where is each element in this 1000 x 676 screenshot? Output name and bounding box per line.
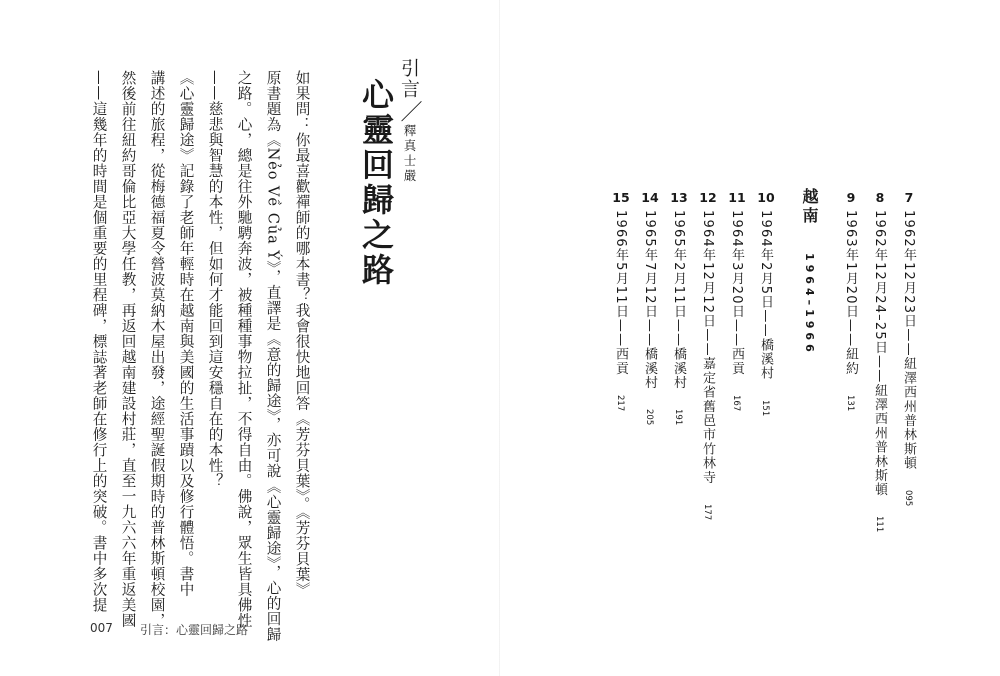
page-number: 007 [90, 621, 113, 635]
toc-entry-text: 1964年12月12日——嘉定省舊邑市竹林寺 [700, 210, 715, 485]
toc-page-number: 151 [760, 399, 770, 417]
toc-entry-number: 13 [670, 190, 688, 205]
toc-entry [844, 210, 857, 411]
toc-entry [873, 210, 886, 533]
body-paragraph-column: 《心靈歸途》記錄了老師年輕時在越南與美國的生活事蹟以及修行體悟。書中 [177, 70, 195, 597]
toc-entry-text: 1966年5月11日——西貢 [613, 210, 628, 376]
toc-entry-text: 1962年12月23日——紐澤西州普林斯頓 [901, 210, 916, 471]
toc-entry-number: 15 [612, 190, 630, 205]
toc-entry-number: 12 [699, 190, 717, 205]
running-title: 引言：心靈回歸之路 [140, 623, 249, 637]
chapter-label [398, 58, 420, 184]
section-years: 1964–1966 [803, 252, 816, 356]
toc-section-heading [801, 188, 817, 355]
toc-entry-number: 11 [728, 190, 746, 205]
toc-entry [759, 210, 772, 416]
toc-entry [672, 210, 685, 425]
toc-entry-number: 10 [757, 190, 775, 205]
toc-page-number: 131 [845, 395, 855, 412]
toc-entry-number: 7 [904, 190, 914, 205]
toc-page-number: 177 [702, 503, 712, 521]
toc-entry-number: 9 [846, 190, 856, 205]
toc-entry [902, 210, 915, 506]
chapter-label-text: 引言 [398, 58, 420, 100]
body-paragraph-column: ——慈悲與智慧的本性，但如何才能回到這安穩自在的本性？ [206, 70, 224, 489]
body-paragraph-column: 如果問：你最喜歡禪師的哪本書？我會很快地回答《芳芬貝葉》。《芳芬貝葉》 [293, 70, 311, 598]
toc-entry-number: 8 [875, 190, 885, 205]
section-title: 越南 [800, 188, 819, 226]
toc-entry-text: 1965年2月11日——橋溪村 [671, 210, 686, 390]
body-paragraph-column: ——這幾年的時間是個重要的里程碑，標誌著老師在修行上的突破。書中多次提 [90, 70, 108, 613]
toc-entry-text: 1963年1月20日——紐約 [843, 210, 858, 376]
toc-entry-number: 14 [641, 190, 659, 205]
toc-entry-text: 1962年12月24–25日——紐澤西州普林斯頓 [872, 210, 887, 498]
toc-entry-text: 1964年3月20日——西貢 [729, 210, 744, 376]
slash-divider: ／ [397, 100, 422, 124]
toc-page-number: 217 [615, 395, 625, 412]
toc-entry [730, 210, 743, 411]
toc-entry [614, 210, 627, 411]
toc-page-number: 205 [644, 409, 654, 426]
toc-entry [643, 210, 656, 425]
right-page [500, 0, 1000, 676]
body-paragraph-column: 之路。心，總是往外馳騁奔波，被種種事物拉扯，不得自由。佛說，眾生皆具佛性 [235, 70, 253, 628]
body-paragraph-column: 然後前往紐約哥倫比亞大學任教，再返回越南建設村莊，直至一九六六年重返美國 [119, 70, 137, 628]
toc-page-number: 167 [731, 395, 741, 412]
chapter-author: 釋真士嚴 [402, 124, 417, 184]
toc-entry-text: 1965年7月12日——橋溪村 [642, 210, 657, 390]
toc-page-number: 191 [673, 409, 683, 426]
body-paragraph-column: 講述的旅程，從梅德福夏令營波莫納木屋出發，途經聖誕假期時的普林斯頓校園， [148, 70, 166, 628]
body-paragraph-column: 原書題為《Nẻo Về Của Ý》，直譯是《意的歸途》，亦可說《心靈歸途》，心的回歸 [264, 70, 282, 642]
toc-entry-text: 1964年2月5日——橋溪村 [758, 210, 773, 381]
toc-page-number: 111 [874, 516, 884, 533]
toc-entry [701, 210, 714, 520]
chapter-title: 心靈回歸之路 [357, 78, 395, 288]
toc-page-number: 095 [903, 489, 913, 506]
